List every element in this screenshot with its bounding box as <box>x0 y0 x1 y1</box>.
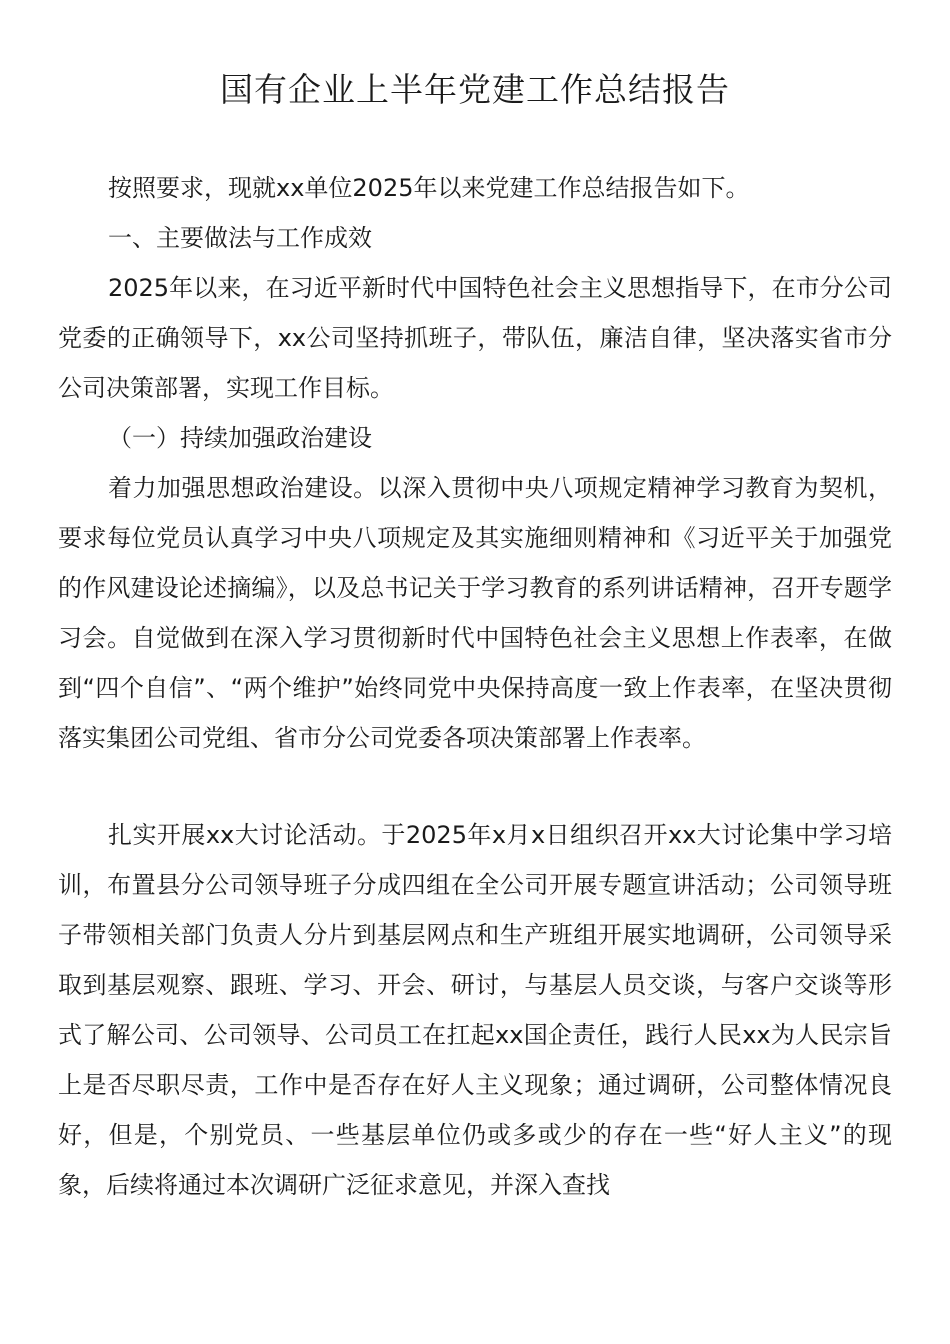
section-1-paragraph: 2025年以来，在习近平新时代中国特色社会主义思想指导下，在市分公司党委的正确领导下，xx公司坚持抓班子，带队伍，廉洁自律，坚决落实省市分公司决策部署，实现工作目标。 <box>58 274 892 402</box>
discussion-activity-paragraph: 扎实开展xx大讨论活动。于2025年x月x日组织召开xx大讨论集中学习培训，布置县分公司领导班子分成四组在全公司开展专题宣讲活动；公司领导班子带领相关部门负责人分片到基层网点和生产班组开展实地调研，公司领导采取到基层观察、跟班、学习、开会、研讨，与基层人员交谈，与客户交谈等形式了解公司、公司领导、公司员工在扛起xx国企责任，践行人民xx为人民宗旨上是否尽职尽责，工作中是否存在好人主义现象；通过调研，公司整体情况良好，但是，个别党员、一些基层单位仍或多或少的存在一些“好人主义”的现象，后续将通过本次调研广泛征求意见，并深入查找 <box>58 821 892 1199</box>
intro-paragraph: 按照要求，现就xx单位2025年以来党建工作总结报告如下。 <box>108 174 750 202</box>
subsection-heading-1: （一）持续加强政治建设 <box>108 424 372 452</box>
document-title: 国有企业上半年党建工作总结报告 <box>220 70 730 109</box>
section-heading-1: 一、主要做法与工作成效 <box>108 224 372 252</box>
political-building-paragraph: 着力加强思想政治建设。以深入贯彻中央八项规定精神学习教育为契机，要求每位党员认真学习中央八项规定及其实施细则精神和《习近平关于加强党的作风建设论述摘编》，以及总书记关于学习教育的系列讲话精神，召开专题学习会。自觉做到在深入学习贯彻新时代中国特色社会主义思想上作表率，在做到“四个自信”、“两个维护”始终同党中央保持高度一致上作表率，在坚决贯彻落实集团公司党组、省市分公司党委各项决策部署上作表率。 <box>58 474 892 752</box>
